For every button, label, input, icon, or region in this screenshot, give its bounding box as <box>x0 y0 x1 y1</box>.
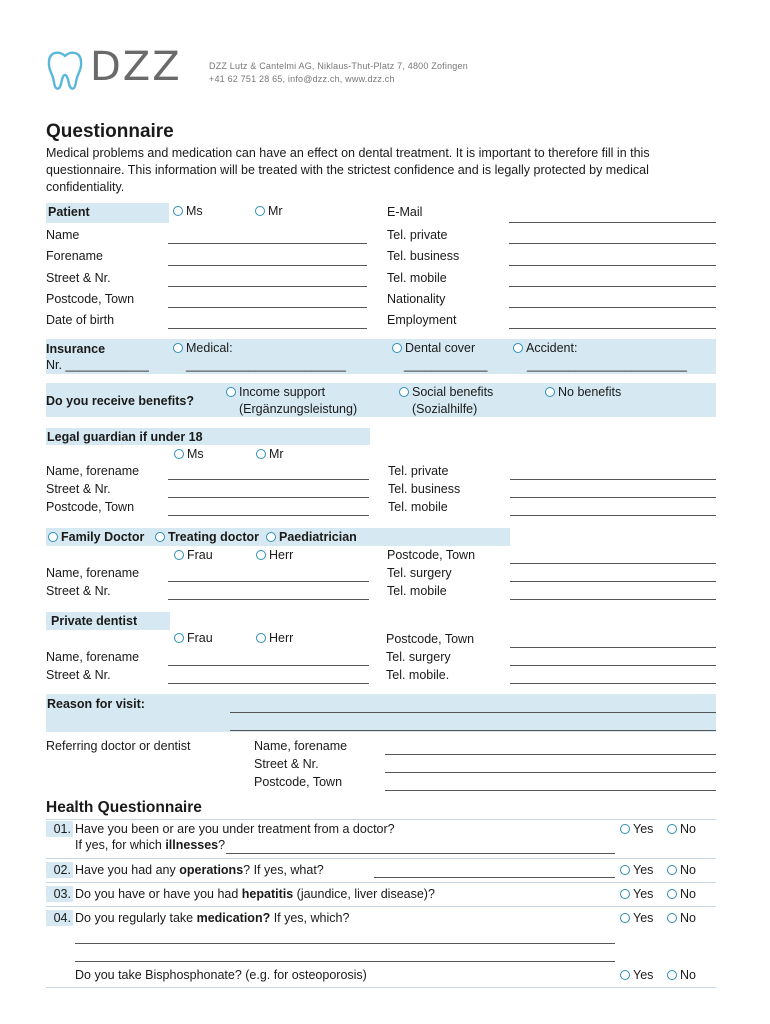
guardian-tel-business-field[interactable] <box>510 497 716 498</box>
dentist-heading: Private dentist <box>51 614 138 628</box>
radio-icon[interactable] <box>667 865 677 875</box>
radio-icon[interactable] <box>173 206 183 216</box>
guardian-mr-option[interactable] <box>256 447 284 461</box>
radio-icon[interactable] <box>173 343 183 353</box>
patient-email-field[interactable] <box>509 222 716 223</box>
q2-yes-option[interactable] <box>620 863 653 877</box>
frau-label: Frau <box>187 631 213 645</box>
doctor-herr-option[interactable] <box>256 548 293 562</box>
patient-tel-business-field[interactable] <box>509 265 716 266</box>
radio-icon[interactable] <box>620 824 630 834</box>
doctor-tel-surgery-label: Tel. surgery <box>387 566 452 580</box>
guardian-street-field[interactable] <box>168 497 369 498</box>
reason-field-1[interactable] <box>230 712 716 713</box>
q4-yes-option[interactable] <box>620 911 653 925</box>
q2-number: 02. <box>46 862 73 878</box>
accident-label: Accident: <box>526 341 578 355</box>
q5-text: Do you take Bisphosphonate? (e.g. for osteoporosis) <box>75 968 367 982</box>
yes-label: Yes <box>633 822 654 836</box>
q5-no-option[interactable] <box>667 968 696 982</box>
patient-mr-option[interactable] <box>255 204 283 218</box>
dentist-street-field[interactable] <box>168 683 369 684</box>
tooth-icon <box>46 48 84 92</box>
referring-street-field[interactable] <box>385 772 716 773</box>
patient-tel-mobile-label: Tel. mobile <box>387 271 447 285</box>
yes-label: Yes <box>633 968 654 982</box>
doctor-paediatrician-option[interactable] <box>266 530 357 544</box>
benefits-income-option[interactable] <box>226 385 325 399</box>
insurance-dental-field[interactable]: ____________ <box>404 358 488 372</box>
patient-heading: Patient <box>48 205 90 219</box>
radio-icon[interactable] <box>256 449 266 459</box>
q4-medication-field-2[interactable] <box>75 961 615 962</box>
dentist-postcode-field[interactable] <box>510 647 716 648</box>
intro-line-2: questionnaire. This information will be treated with the strictest confidence and is legally protected by medical <box>46 163 649 177</box>
mr-label: Mr <box>269 447 284 461</box>
radio-icon[interactable] <box>256 633 266 643</box>
patient-tel-private-label: Tel. private <box>387 228 448 242</box>
q3-text-post: (jaundice, liver disease)? <box>293 887 435 901</box>
herr-label: Herr <box>269 548 294 562</box>
dentist-tel-mobile-label: Tel. mobile. <box>386 668 450 682</box>
guardian-name-field[interactable] <box>168 479 369 480</box>
insurance-accident-option[interactable] <box>513 341 577 355</box>
q3-number: 03. <box>46 886 73 902</box>
radio-icon[interactable] <box>174 550 184 560</box>
q3-text <box>75 887 435 901</box>
doctor-family-option[interactable] <box>48 530 144 544</box>
patient-tel-mobile-field[interactable] <box>509 286 716 287</box>
paediatrician-label: Paediatrician <box>279 530 357 544</box>
q3-text-bold: hepatitis <box>241 887 294 901</box>
patient-street-label: Street & Nr. <box>46 271 111 285</box>
insurance-medical-option[interactable] <box>173 341 233 355</box>
radio-icon[interactable] <box>174 449 184 459</box>
guardian-tel-mobile-field[interactable] <box>510 515 716 516</box>
patient-tel-business-label: Tel. business <box>387 249 460 263</box>
patient-forename-label: Forename <box>46 249 103 263</box>
radio-icon[interactable] <box>620 865 630 875</box>
q1-followup-pre: If yes, for which <box>75 838 166 852</box>
radio-icon[interactable] <box>667 970 677 980</box>
patient-name-field[interactable] <box>168 243 367 244</box>
doctor-tel-mobile-label: Tel. mobile <box>387 584 447 598</box>
q4-no-option[interactable] <box>667 911 696 925</box>
q2-text-post: ? If yes, what? <box>243 863 324 877</box>
doctor-tel-mobile-field[interactable] <box>510 599 716 600</box>
insurance-heading: Insurance <box>46 342 106 356</box>
q4-medication-field-1[interactable] <box>75 943 615 944</box>
insurance-accident-field[interactable]: _______________________ <box>527 358 687 372</box>
herr-label: Herr <box>269 631 294 645</box>
reason-label: Reason for visit: <box>47 697 145 711</box>
divider <box>46 987 716 988</box>
page-title: Questionnaire <box>46 121 174 142</box>
intro-line-1: Medical problems and medication can have an effect on dental treatment. It is important to therefore fill in this <box>46 146 650 160</box>
referring-street-label: Street & Nr. <box>254 757 319 771</box>
benefits-income-sub: (Ergänzungsleistung) <box>239 402 358 416</box>
yes-label: Yes <box>633 887 654 901</box>
dentist-name-label: Name, forename <box>46 650 140 664</box>
dentist-postcode-label: Postcode, Town <box>386 632 475 646</box>
q1-text: Have you been or are you under treatment from a doctor? <box>75 822 395 836</box>
divider <box>46 882 716 883</box>
radio-icon[interactable] <box>392 343 402 353</box>
q1-illnesses-field[interactable] <box>226 853 615 854</box>
guardian-street-label: Street & Nr. <box>46 482 111 496</box>
patient-email-label: E-Mail <box>387 205 423 219</box>
none-label: No benefits <box>558 385 622 399</box>
patient-nationality-label: Nationality <box>387 292 446 306</box>
patient-dob-field[interactable] <box>168 328 367 329</box>
q1-yes-option[interactable] <box>620 822 653 836</box>
dentist-frau-option[interactable] <box>174 631 213 645</box>
yes-label: Yes <box>633 863 654 877</box>
income-label: Income support <box>239 385 326 399</box>
radio-icon[interactable] <box>226 387 236 397</box>
benefits-social-option[interactable] <box>399 385 493 399</box>
no-label: No <box>680 911 696 925</box>
yes-label: Yes <box>633 911 654 925</box>
guardian-tel-business-label: Tel. business <box>388 482 461 496</box>
treating-doctor-label: Treating doctor <box>168 530 259 544</box>
mr-label: Mr <box>268 204 283 218</box>
q3-text-pre: Do you have or have you had <box>75 887 242 901</box>
divider <box>46 819 716 820</box>
intro-line-3: confidentiality. <box>46 180 125 194</box>
benefits-question: Do you receive benefits? <box>46 394 194 408</box>
guardian-postcode-field[interactable] <box>168 515 369 516</box>
q4-text-pre: Do you regularly take <box>75 911 197 925</box>
referring-postcode-field[interactable] <box>385 790 716 791</box>
doctor-treating-option[interactable] <box>155 530 259 544</box>
doctor-name-field[interactable] <box>168 581 369 582</box>
health-title: Health Questionnaire <box>46 799 202 816</box>
guardian-tel-private-field[interactable] <box>510 479 716 480</box>
doctor-street-label: Street & Nr. <box>46 584 111 598</box>
benefits-none-option[interactable] <box>545 385 621 399</box>
radio-icon[interactable] <box>620 889 630 899</box>
q3-yes-option[interactable] <box>620 887 653 901</box>
patient-nationality-field[interactable] <box>509 307 716 308</box>
dentist-tel-surgery-field[interactable] <box>510 665 716 666</box>
guardian-tel-private-label: Tel. private <box>388 464 449 478</box>
doctor-name-label: Name, forename <box>46 566 140 580</box>
logo-text: DZZ <box>90 44 182 90</box>
guardian-heading: Legal guardian if under 18 <box>47 430 203 444</box>
q4-text-post: If yes, which? <box>270 911 350 925</box>
q1-followup-post: ? <box>218 838 226 852</box>
referring-postcode-label: Postcode, Town <box>254 775 343 789</box>
radio-icon[interactable] <box>255 206 265 216</box>
divider <box>46 858 716 859</box>
radio-icon[interactable] <box>174 633 184 643</box>
dentist-tel-surgery-label: Tel. surgery <box>386 650 451 664</box>
patient-ms-option[interactable] <box>173 204 203 218</box>
dentist-name-field[interactable] <box>168 665 369 666</box>
doctor-tel-surgery-field[interactable] <box>510 581 716 582</box>
q2-text <box>75 863 324 877</box>
patient-employment-label: Employment <box>387 313 457 327</box>
radio-icon[interactable] <box>667 889 677 899</box>
patient-name-label: Name <box>46 228 80 242</box>
radio-icon[interactable] <box>256 550 266 560</box>
patient-postcode-field[interactable] <box>168 307 367 308</box>
q4-text-bold: medication? <box>196 911 271 925</box>
radio-icon[interactable] <box>620 913 630 923</box>
q1-no-option[interactable] <box>667 822 696 836</box>
q1-number: 01. <box>46 821 73 837</box>
patient-tel-private-field[interactable] <box>509 243 716 244</box>
no-label: No <box>680 968 696 982</box>
radio-icon[interactable] <box>399 387 409 397</box>
q4-text <box>75 911 349 925</box>
doctor-postcode-field[interactable] <box>510 563 716 564</box>
radio-icon[interactable] <box>266 532 276 542</box>
benefits-social-sub: (Sozialhilfe) <box>412 402 478 416</box>
q5-yes-option[interactable] <box>620 968 653 982</box>
doctor-postcode-label: Postcode, Town <box>387 548 476 562</box>
address-line-2: +41 62 751 28 65, info@dzz.ch, www.dzz.ch <box>209 74 395 84</box>
guardian-ms-option[interactable] <box>174 447 204 461</box>
reason-field-2[interactable] <box>230 730 716 731</box>
q2-text-bold: operations <box>179 863 244 877</box>
guardian-postcode-label: Postcode, Town <box>46 500 135 514</box>
q2-no-option[interactable] <box>667 863 696 877</box>
referring-name-field[interactable] <box>385 754 716 755</box>
reason-band <box>46 694 716 732</box>
radio-icon[interactable] <box>667 824 677 834</box>
doctor-street-field[interactable] <box>168 599 369 600</box>
radio-icon[interactable] <box>667 913 677 923</box>
address-line-1: DZZ Lutz & Cantelmi AG, Niklaus-Thut-Platz 7, 4800 Zofingen <box>209 61 468 71</box>
dentist-herr-option[interactable] <box>256 631 293 645</box>
q1-followup <box>75 838 225 852</box>
radio-icon[interactable] <box>155 532 165 542</box>
q1-followup-bold: illnesses <box>165 838 219 852</box>
social-label: Social benefits <box>412 385 494 399</box>
insurance-medical-field[interactable]: _______________________ <box>186 358 346 372</box>
dental-label: Dental cover <box>405 341 476 355</box>
radio-icon[interactable] <box>545 387 555 397</box>
q4-number: 04. <box>46 910 73 926</box>
ms-label: Ms <box>187 447 204 461</box>
no-label: No <box>680 863 696 877</box>
medical-label: Medical: <box>186 341 233 355</box>
q2-text-pre: Have you had any <box>75 863 180 877</box>
insurance-dental-option[interactable] <box>392 341 475 355</box>
patient-forename-field[interactable] <box>168 265 367 266</box>
frau-label: Frau <box>187 548 213 562</box>
radio-icon[interactable] <box>620 970 630 980</box>
insurance-nr-field[interactable]: Nr. ____________ <box>46 358 149 372</box>
patient-postcode-label: Postcode, Town <box>46 292 135 306</box>
guardian-tel-mobile-label: Tel. mobile <box>388 500 448 514</box>
dentist-tel-mobile-field[interactable] <box>510 683 716 684</box>
divider <box>46 906 716 907</box>
referring-name-label: Name, forename <box>254 739 348 753</box>
no-label: No <box>680 822 696 836</box>
guardian-name-label: Name, forename <box>46 464 140 478</box>
ms-label: Ms <box>186 204 203 218</box>
dentist-street-label: Street & Nr. <box>46 668 111 682</box>
patient-dob-label: Date of birth <box>46 313 115 327</box>
referring-label: Referring doctor or dentist <box>46 739 191 753</box>
radio-icon[interactable] <box>513 343 523 353</box>
family-doctor-label: Family Doctor <box>61 530 145 544</box>
no-label: No <box>680 887 696 901</box>
patient-street-field[interactable] <box>168 286 367 287</box>
q2-operations-field[interactable] <box>374 877 615 878</box>
q3-no-option[interactable] <box>667 887 696 901</box>
patient-employment-field[interactable] <box>509 328 716 329</box>
radio-icon[interactable] <box>48 532 58 542</box>
doctor-frau-option[interactable] <box>174 548 213 562</box>
